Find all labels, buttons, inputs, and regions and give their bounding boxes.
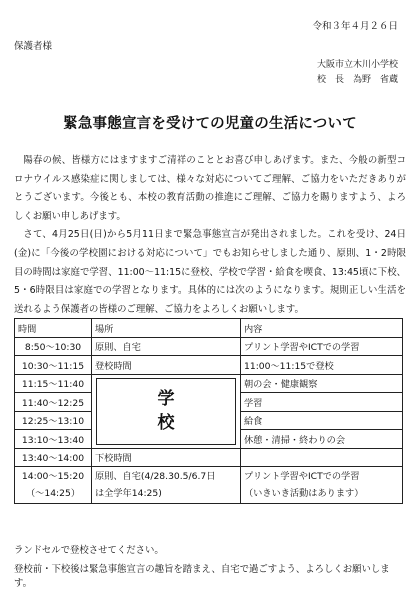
table-row (15, 337, 403, 356)
row-time: 8:50〜10:30 (15, 337, 92, 356)
table-row (15, 448, 403, 467)
body-text (14, 152, 406, 319)
school-label-char: 校 (157, 413, 175, 433)
row-time: 11:40〜12:25 (15, 393, 92, 412)
row-place-main: 原則、自宅(4/28.30.5/6.7日 (95, 471, 216, 482)
school-block (92, 374, 241, 448)
paragraph-greeting: 陽春の候、皆様方にはますますご清祥のこととお喜び申しあげます。また、今般の新型コロナウイルス感染症に関しましては、様々な対応についてご理解、ご協力をいただきありがとうございます。今後とも、本校の教育活動の推進にご理解、ご協力を賜りますよう、よろしくお願い申しあげます。 (14, 155, 406, 222)
school-label-char: 学 (157, 389, 175, 409)
row-content: 学習 (241, 393, 403, 412)
table-row (15, 356, 403, 375)
row-content: 朝の会・健康観察 (241, 374, 403, 393)
row-content-sub: （いきいき活動はあります） (244, 488, 364, 499)
row-place: 原則、自宅 (92, 337, 241, 356)
row-content: 給食 (241, 411, 403, 430)
paragraph-announcement: さて、4月25日(日)から5月11日まで緊急事態宣言が発出されました。これを受け、24日(金)に「今後の学校園における対応について」でもお知らせしました通り、原則、1・2時限目の時間は家庭で学習、11:00〜11:15に登校、学校で学習・給食を喫食、13:45頃に下校、5・6時限目は家庭での学習となります。具体的には次のようになります。規則正しい生活を送れるよう保護者の皆様のご理解、ご協力をよろしくお願いします。 (14, 229, 406, 315)
principal-name: 校 長 為野 省蔵 (316, 75, 398, 85)
note-backpack: ランドセルで登校させてください。 (14, 545, 164, 556)
header-time: 時間 (15, 319, 92, 338)
addressee: 保護者様 (14, 41, 53, 52)
document-title: 緊急事態宣言を受けての児童の生活について (63, 116, 357, 132)
row-place-sub: は全学年14:25) (95, 488, 162, 499)
school-label-box (96, 378, 236, 445)
row-content-main: プリント学習やICTでの学習 (244, 471, 360, 482)
sender-block (317, 58, 398, 88)
row-content: 11:00〜11:15で登校 (241, 356, 403, 375)
document-date: 令和３年４月２６日 (312, 21, 398, 32)
row-time: 10:30〜11:15 (15, 356, 92, 375)
header-content: 内容 (241, 319, 403, 338)
row-time: 13:40〜14:00 (15, 448, 92, 467)
row-place: 下校時間 (92, 448, 241, 467)
row-place: 登校時間 (92, 356, 241, 375)
school-name: 大阪市立木川小学校 (316, 60, 398, 70)
table-row (15, 374, 403, 393)
row-time (15, 467, 92, 504)
schedule-table (14, 318, 403, 504)
note-stay-home: 登校前・下校後は緊急事態宣言の趣旨を踏まえ、自宅で過ごすよう、よろしくお願いします。 (14, 564, 390, 589)
row-content: 休憩・清掃・終わりの会 (241, 430, 403, 449)
table-row (15, 467, 403, 504)
table-header-row (15, 319, 403, 338)
row-time-main: 14:00〜15:20 (21, 471, 85, 482)
row-time-alt: （〜14:25） (25, 488, 81, 499)
row-time: 13:10〜13:40 (15, 430, 92, 449)
row-content (241, 448, 403, 467)
row-time: 11:15〜11:40 (15, 374, 92, 393)
header-place: 場所 (92, 319, 241, 338)
row-time: 12:25〜13:10 (15, 411, 92, 430)
row-content: プリント学習やICTでの学習 (241, 337, 403, 356)
row-place (92, 467, 241, 504)
row-content (241, 467, 403, 504)
